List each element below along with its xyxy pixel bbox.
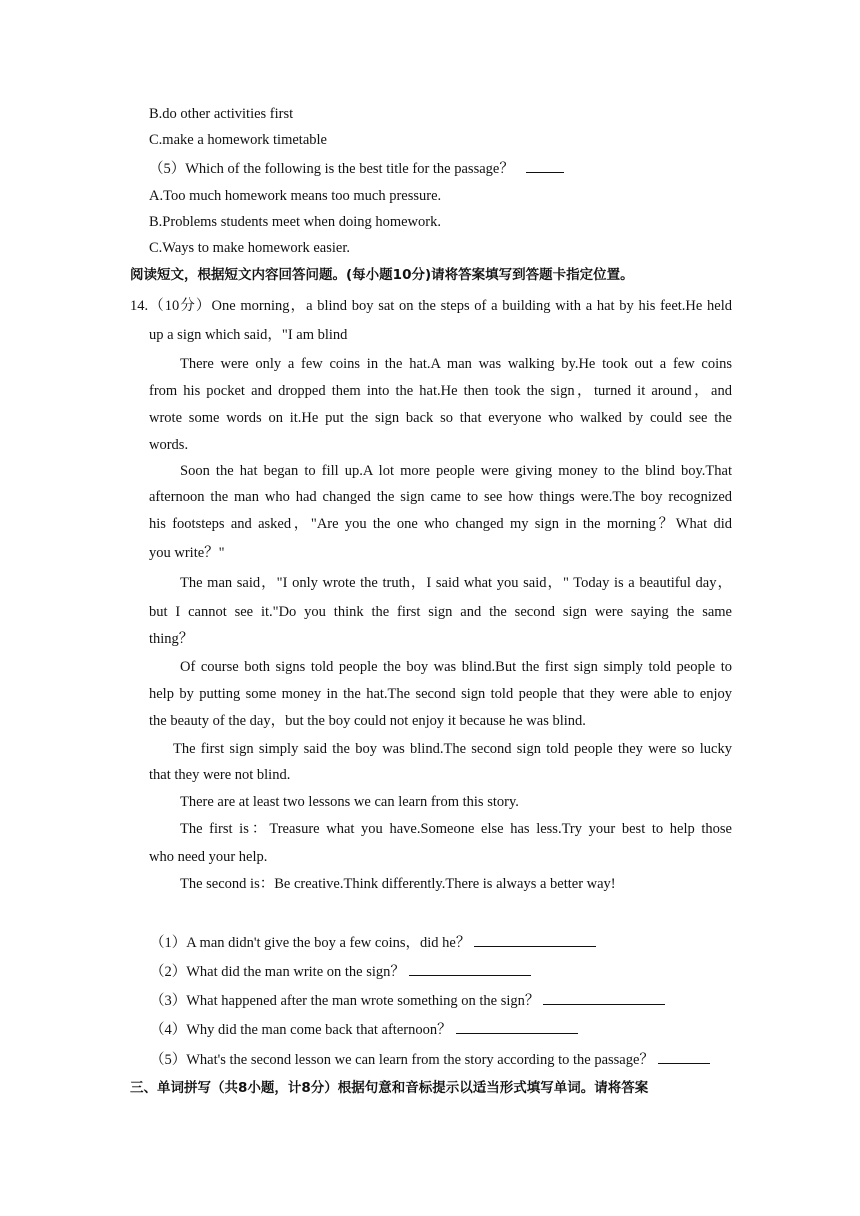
passage-line: from his pocket and dropped them into the hat.He then took the sign，turned it around，and xyxy=(149,383,732,399)
passage-line: the beauty of the day，but the boy could not enjoy it because he was blind. xyxy=(149,713,586,729)
prev-q5-option-a: A.Too much homework means too much pressure. xyxy=(149,188,442,204)
passage-line: afternoon the man who had changed the sign came to see how things were.The boy recognized xyxy=(149,489,732,505)
answer-blank[interactable] xyxy=(474,932,596,947)
passage-line: The second is：Be creative.Think differently.There is always a better way! xyxy=(180,876,616,892)
sub-question-3 xyxy=(150,990,665,1011)
passage-line: wrote some words on it.He put the sign back so that everyone who walked by could see the xyxy=(149,410,732,426)
answer-blank[interactable] xyxy=(543,990,665,1005)
answer-blank[interactable] xyxy=(526,158,564,173)
answer-blank[interactable] xyxy=(409,961,531,976)
passage-line: who need your help. xyxy=(149,849,268,865)
prev-question-5 xyxy=(149,158,564,179)
sub-question-text: （2）What did the man write on the sign？ xyxy=(150,964,405,980)
passage-line: help by putting some money in the hat.The second sign told people that they were able to enjoy xyxy=(149,686,732,702)
passage-line: The first is：Treasure what you have.Someone else has less.Try your best to help those xyxy=(180,821,732,837)
sub-question-2 xyxy=(150,961,531,982)
passage-line: There are at least two lessons we can learn from this story. xyxy=(180,794,519,810)
sub-question-text: （5）What's the second lesson we can learn from the story according to the passage？ xyxy=(150,1052,654,1068)
passage-line: but I cannot see it."Do you think the first sign and the second sign were saying the same xyxy=(149,604,732,620)
prev-option-c: C.make a homework timetable xyxy=(149,132,327,148)
passage-line: The first sign simply said the boy was blind.The second sign told people they were so lucky xyxy=(173,741,732,757)
sub-question-4 xyxy=(150,1019,578,1040)
question-14-first-line xyxy=(130,296,732,316)
passage-line: up a sign which said，"I am blind xyxy=(149,327,348,343)
answer-blank[interactable] xyxy=(456,1019,578,1034)
passage-line: Soon the hat began to fill up.A lot more people were giving money to the blind boy.That xyxy=(180,463,732,479)
prev-question-5-text: （5）Which of the following is the best title for the passage？ xyxy=(149,161,514,177)
prev-q5-option-b: B.Problems students meet when doing homework. xyxy=(149,214,441,230)
passage-line: The man said，"I only wrote the truth，I said what you said，" Today is a beautiful day， xyxy=(180,575,732,591)
passage-line: that they were not blind. xyxy=(149,767,291,783)
passage-line: you write？" xyxy=(149,545,225,561)
sub-question-5 xyxy=(150,1049,710,1070)
passage-line: thing？ xyxy=(149,631,194,647)
sub-question-text: （1）A man didn't give the boy a few coins，did he？ xyxy=(150,935,471,951)
sub-question-1 xyxy=(150,932,596,953)
prev-q5-option-c: C.Ways to make homework easier. xyxy=(149,240,350,256)
section-3-heading: 三、单词拼写（共8小题，计8分）根据句意和音标提示以适当形式填写单词。请将答案 xyxy=(130,1080,649,1096)
passage-line: his footsteps and asked，"Are you the one who changed my sign in the morning？What did xyxy=(149,516,732,532)
answer-blank[interactable] xyxy=(658,1049,710,1064)
passage-line: words. xyxy=(149,437,189,453)
section-instruction: 阅读短文，根据短文内容回答问题。(每小题10分)请将答案填写到答题卡指定位置。 xyxy=(130,267,634,283)
passage-line: One morning，a blind boy sat on the steps of a building with a hat by his feet.He held xyxy=(211,298,732,314)
sub-question-text: （3）What happened after the man wrote something on the sign？ xyxy=(150,993,540,1009)
sub-question-text: （4）Why did the man come back that afternoon？ xyxy=(150,1022,452,1038)
passage-line: Of course both signs told people the boy was blind.But the first sign simply told people to xyxy=(180,659,732,675)
question-number: 14.（10分） xyxy=(130,298,212,314)
prev-option-b: B.do other activities first xyxy=(149,106,294,122)
passage-line: There were only a few coins in the hat.A man was walking by.He took out a few coins xyxy=(180,356,732,372)
